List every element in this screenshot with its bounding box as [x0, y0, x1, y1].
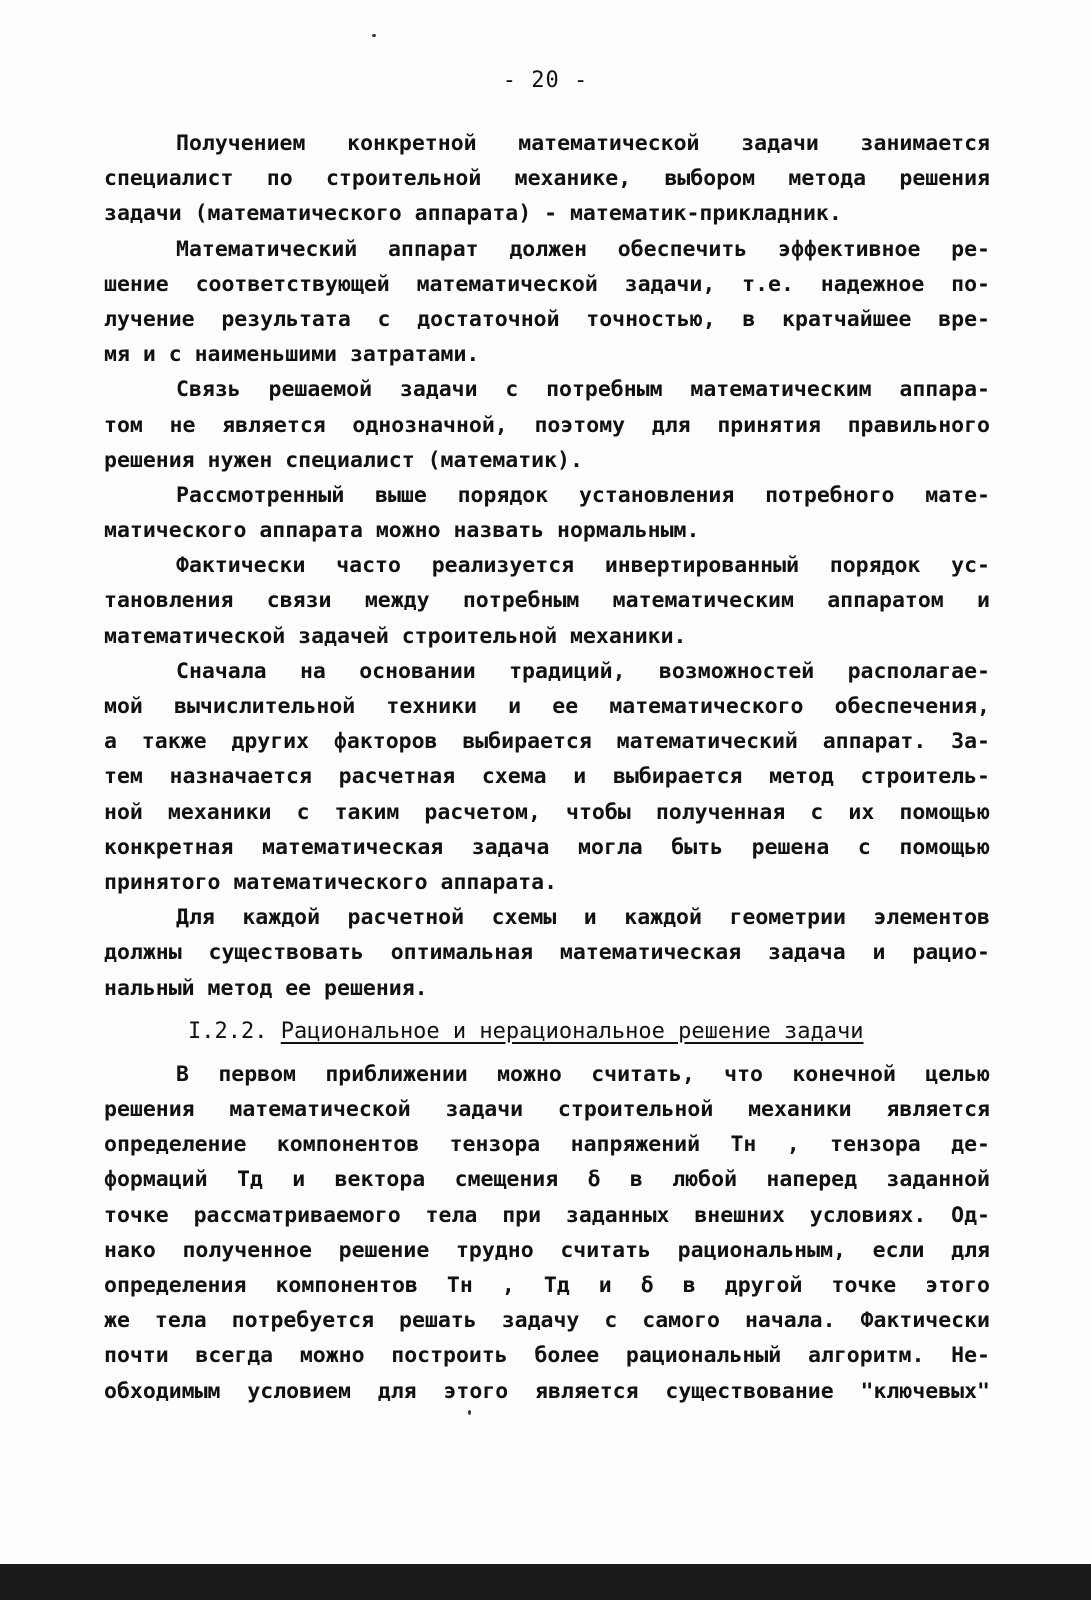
- text-line: определение компонентов тензора напряжений Tн , тензора де-: [104, 1132, 990, 1158]
- page-number: - 20 -: [502, 68, 589, 93]
- text-line: матического аппарата можно назвать нормальным.: [104, 518, 700, 544]
- text-line: математической задачей строительной механики.: [104, 623, 687, 649]
- text-line: Рассмотренный выше порядок установления потребного мате-: [176, 482, 990, 508]
- paragraph: [104, 372, 990, 478]
- text-line: почти всегда можно построить более рациональный алгоритм. Не-: [104, 1343, 990, 1369]
- paragraphs-before-heading: [104, 126, 990, 1006]
- paragraphs-after-heading: [104, 1057, 990, 1409]
- text-line: формаций Tд и вектора смещения δ в любой наперед заданной: [104, 1167, 990, 1193]
- scan-speck: [372, 34, 376, 37]
- text-line: том не является однозначной, поэтому для принятия правильного: [104, 412, 990, 438]
- text-line: мя и с наименьшими затратами.: [104, 342, 480, 368]
- section-number: I.2.2.: [188, 1018, 268, 1044]
- paragraph: [104, 654, 990, 900]
- text-line: В первом приближении можно считать, что конечной целью: [176, 1061, 990, 1087]
- text-line: Для каждой расчетной схемы и каждой геометрии элементов: [176, 905, 990, 931]
- text-line: Связь решаемой задачи с потребным математическим аппара-: [176, 377, 990, 403]
- text-line: тем назначается расчетная схема и выбирается метод строитель-: [104, 764, 990, 790]
- text-line: должны существовать оптимальная математическая задача и рацио-: [104, 940, 990, 966]
- text-line: Сначала на основании традиций, возможностей располагае-: [176, 658, 990, 684]
- section-title: Рациональное и нерациональное решение задачи: [280, 1018, 864, 1044]
- text-line: принятого математического аппарата.: [104, 869, 558, 895]
- text-line: обходимым условием для этого является существование "ключевых": [104, 1378, 990, 1404]
- text-line: Фактически часто реализуется инвертированный порядок ус-: [176, 553, 990, 579]
- text-line: нальный метод ее решения.: [104, 975, 428, 1001]
- paragraph: [104, 126, 990, 232]
- text-line: конкретная математическая задача могла быть решена с помощью: [104, 834, 990, 860]
- paragraph: [104, 548, 990, 654]
- text-line: шение соответствующей математической задачи, т.е. надежное по-: [104, 271, 990, 297]
- scan-bottom-edge: [0, 1564, 1091, 1600]
- text-line: определения компонентов Tн , Tд и δ в другой точке этого: [104, 1273, 990, 1298]
- text-line: задачи (математического аппарата) - математик-прикладник.: [104, 201, 842, 227]
- text-line: Получением конкретной математической задачи занимается: [176, 131, 990, 156]
- text-line: специалист по строительной механике, выбором метода решения: [104, 166, 990, 192]
- text-line: решения нужен специалист (математик).: [104, 447, 583, 473]
- text-line: точке рассматриваемого тела при заданных внешних условиях. Од-: [104, 1202, 990, 1228]
- scan-speck: [468, 1410, 471, 1415]
- paragraph: [104, 1057, 990, 1409]
- text-line: решения математической задачи строительной механики является: [104, 1097, 990, 1123]
- paragraph: [104, 478, 990, 548]
- text-line: ной механики с таким расчетом, чтобы полученная с их помощью: [104, 799, 990, 825]
- paragraph: [104, 232, 990, 373]
- text-line: а также других факторов выбирается математический аппарат. За-: [104, 729, 990, 755]
- document-body: [104, 126, 990, 1409]
- text-line: Математический аппарат должен обеспечить эффективное ре-: [176, 236, 990, 262]
- text-line: лучение результата с достаточной точностью, в кратчайшее вре-: [104, 306, 990, 332]
- text-line: нако полученное решение трудно считать рациональным, если для: [104, 1237, 990, 1263]
- paragraph: [104, 900, 990, 1006]
- text-line: же тела потребуется решать задачу с самого начала. Фактически: [104, 1308, 990, 1334]
- section-heading: [104, 1014, 990, 1049]
- text-line: мой вычислительной техники и ее математического обеспечения,: [104, 694, 990, 719]
- text-line: тановления связи между потребным математическим аппаратом и: [104, 588, 990, 614]
